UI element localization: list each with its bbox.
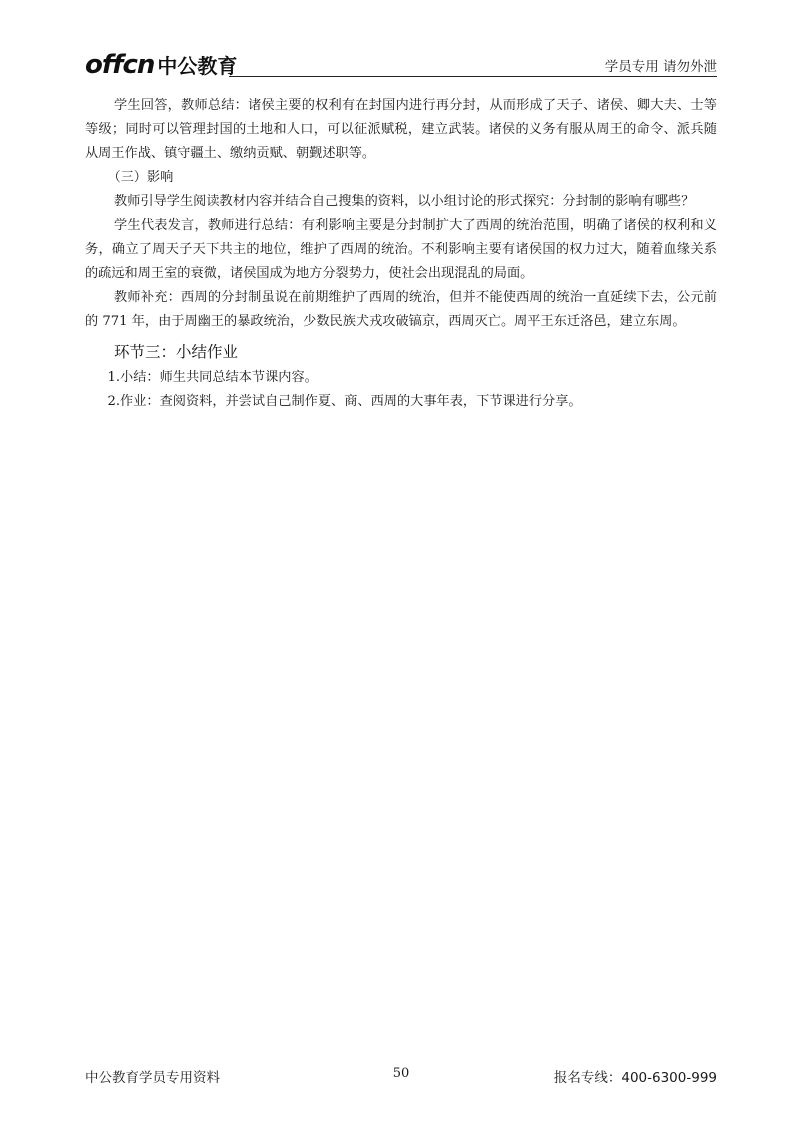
footer-material-label: 中公教育学员专用资料 xyxy=(85,1070,220,1086)
logo-mark: offcn xyxy=(85,50,155,80)
logo-chinese-text: 中公教育 xyxy=(157,54,238,78)
footer-hotline: 报名专线：400-6300-999 xyxy=(553,1070,717,1086)
document-body xyxy=(85,94,717,414)
paragraph-teacher-supplement: 教师补充：西周的分封制虽说在前期维护了西周的统治，但并不能使西周的统治一直延续下去，公元前的 771 年，由于周幽王的暴政统治，少数民族犬戎攻破镐京，西周灭亡。周平王东迁洛邑，建立东周。 xyxy=(85,290,717,329)
header-confidential-tag: 学员专用 请勿外泄 xyxy=(604,59,717,75)
header-rule xyxy=(229,76,717,77)
paragraph-student-answer: 学生回答，教师总结：诸侯主要的权利有在封国内进行再分封，从而形成了天子、诸侯、卿大夫、士等等级；同时可以管理封国的土地和人口，可以征派赋税，建立武装。诸侯的义务有服从周王的命令、派兵随从周王作战、镇守疆土、缴纳贡赋、朝觐述职等。 xyxy=(85,98,717,161)
section-heading-summary: 环节三：小结作业 xyxy=(114,343,239,361)
paragraph-student-speech: 学生代表发言，教师进行总结：有利影响主要是分封制扩大了西周的统治范围，明确了诸侯的权利和义务，确立了周天子天下共主的地位，维护了西周的统治。不利影响主要有诸侯国的权力过大，随着血缘关系的疏远和周王室的衰微，诸侯国成为地方分裂势力，使社会出现混乱的局面。 xyxy=(85,218,717,281)
page-number: 50 xyxy=(392,1066,410,1081)
list-item-homework: 2.作业：查阅资料，并尝试自己制作夏、商、西周的大事年表，下节课进行分享。 xyxy=(107,394,582,409)
list-item-summary: 1.小结：师生共同总结本节课内容。 xyxy=(107,370,318,385)
paragraph-teacher-guide: 教师引导学生阅读教材内容并结合自己搜集的资料，以小组讨论的形式探究：分封制的影响有哪些？ xyxy=(114,194,695,209)
offcn-logo xyxy=(85,48,237,78)
page-footer xyxy=(85,1066,717,1088)
subheading-influence: （三）影响 xyxy=(107,170,174,185)
page-header xyxy=(85,48,717,78)
